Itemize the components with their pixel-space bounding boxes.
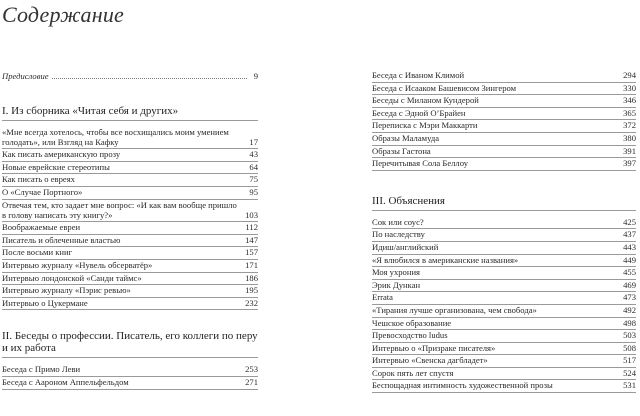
toc-entry-page: 232	[245, 297, 258, 308]
toc-entry[interactable]	[2, 222, 258, 235]
toc-entry-label: Интервью о «Призраке писателя»	[372, 342, 496, 353]
toc-entry-page: 95	[249, 186, 258, 197]
toc-entry-page: 437	[623, 229, 636, 240]
toc-entry-page: 112	[245, 222, 258, 233]
toc-entry-label: Перечитывая Сола Беллоу	[372, 158, 468, 169]
toc-entry[interactable]	[372, 229, 636, 242]
toc-entry-page: 157	[245, 247, 258, 258]
toc-entry[interactable]	[2, 273, 258, 286]
toc-entry-label: Интервью о Цукермане	[2, 297, 88, 308]
toc-entry-label: О «Случае Портного»	[2, 186, 83, 197]
toc-entry-label: Errata	[372, 292, 393, 303]
toc-entry-page: 517	[623, 355, 636, 366]
toc-entry-label: Отвечая тем, кто задает мне вопрос: «И как вам вообще пришло в голову написать эту книгу?»	[2, 199, 237, 220]
toc-entry[interactable]	[372, 217, 636, 230]
toc-entry-page: 443	[623, 241, 636, 252]
toc-entry[interactable]	[372, 108, 636, 121]
toc-entry[interactable]	[372, 267, 636, 280]
toc-entry[interactable]	[372, 368, 636, 381]
toc-entry-page: 372	[623, 120, 636, 131]
toc-entry[interactable]	[372, 343, 636, 356]
toc-entry-label: Предисловие	[2, 71, 49, 81]
toc-entry-label: Писатель и облеченные властью	[2, 234, 121, 245]
toc-entry-preface[interactable]	[2, 71, 258, 83]
toc-entry[interactable]	[372, 70, 636, 83]
toc-entry[interactable]	[372, 158, 636, 171]
toc-entry-page: 503	[623, 330, 636, 341]
toc-right-column	[372, 70, 636, 393]
toc-entry[interactable]	[2, 285, 258, 298]
toc-entry-label: Беседы с Миланом Кундерой	[372, 95, 479, 106]
toc-entry-label: Как писать о евреях	[2, 174, 75, 185]
toc-entry-label: Эрик Дункан	[372, 279, 421, 290]
section-1-list	[2, 127, 258, 311]
toc-entry-label: Как писать американскую прозу	[2, 149, 121, 160]
toc-entry-page: 330	[623, 82, 636, 93]
toc-entry-label: Моя ухрония	[372, 267, 420, 278]
toc-entry-label: Интервью журналу «Пэрис ревью»	[2, 285, 131, 296]
toc-entry-page: 425	[623, 216, 636, 227]
toc-entry[interactable]	[2, 377, 258, 390]
toc-entry[interactable]	[372, 146, 636, 159]
toc-entry-page: 492	[623, 304, 636, 315]
toc-entry-label: Превосходство ludus	[372, 330, 448, 341]
toc-entry[interactable]	[2, 162, 258, 175]
toc-entry[interactable]	[372, 318, 636, 331]
toc-entry-label: Образы Гастона	[372, 145, 431, 156]
toc-entry[interactable]	[2, 127, 258, 150]
toc-entry[interactable]	[372, 255, 636, 268]
toc-entry-page: 147	[245, 234, 258, 245]
toc-entry-page: 524	[623, 367, 636, 378]
toc-entry-page: 380	[623, 132, 636, 143]
section-3-list	[372, 217, 636, 393]
toc-entry-label: Идиш/английский	[372, 241, 439, 252]
toc-entry-label: Интервью «Свенска дагбладет»	[372, 355, 488, 366]
toc-entry[interactable]	[372, 355, 636, 368]
toc-entry-page: 253	[245, 364, 258, 375]
toc-entry-page: 271	[245, 376, 258, 387]
section-heading-2: II. Беседы о профессии. Писатель, его коллеги по перу и их работа	[2, 330, 258, 358]
section-2-continued-list	[372, 70, 636, 171]
toc-entry[interactable]	[372, 280, 636, 293]
toc-entry[interactable]	[2, 364, 258, 377]
toc-entry[interactable]	[2, 149, 258, 162]
toc-entry-label: Беседа с Примо Леви	[2, 364, 81, 375]
toc-entry-label: Беседа с Аароном Аппельфельдом	[2, 376, 129, 387]
toc-entry-label: «Мне всегда хотелось, чтобы все восхищались моим умением голодать», или Взгляд на Кафку	[2, 126, 229, 147]
toc-entry-label: По наследству	[372, 229, 425, 240]
toc-entry-label: Переписка с Мэри Маккарти	[372, 120, 478, 131]
section-2-list	[2, 364, 258, 389]
toc-entry-label: Беседа с Исааком Башевисом Зингером	[372, 82, 517, 93]
toc-entry-page: 186	[245, 272, 258, 283]
toc-entry[interactable]	[372, 242, 636, 255]
toc-entry[interactable]	[372, 133, 636, 146]
toc-entry[interactable]	[2, 200, 258, 223]
dot-leader	[52, 78, 247, 79]
toc-entry-page: 397	[623, 158, 636, 169]
toc-entry-page: 498	[623, 317, 636, 328]
toc-entry-page: 9	[253, 71, 258, 81]
toc-entry-page: 473	[623, 292, 636, 303]
toc-entry-label: Сорок пять лет спустя	[372, 367, 454, 378]
toc-entry[interactable]	[2, 187, 258, 200]
toc-entry[interactable]	[2, 235, 258, 248]
toc-entry-page: 75	[249, 174, 258, 185]
toc-entry[interactable]	[2, 247, 258, 260]
toc-entry-page: 103	[245, 209, 258, 220]
toc-entry-label: После восьми книг	[2, 247, 73, 258]
toc-entry-label: «Я влюбился в американские названия»	[372, 254, 519, 265]
toc-entry-label: Чешское образование	[372, 317, 452, 328]
toc-entry-page: 17	[249, 136, 258, 147]
page-title: Содержание	[2, 2, 125, 27]
toc-entry-label: Образы Маламуда	[372, 132, 440, 143]
toc-entry-label: Новые еврейские стереотипы	[2, 161, 110, 172]
toc-entry-page: 365	[623, 107, 636, 118]
toc-entry-page: 531	[623, 380, 636, 391]
toc-entry-label: Беседа с Иваном Климой	[372, 70, 465, 80]
toc-entry[interactable]	[2, 260, 258, 273]
toc-entry[interactable]	[372, 120, 636, 133]
toc-entry[interactable]	[372, 95, 636, 108]
toc-entry-label: «Тирания лучше организована, чем свобода»	[372, 304, 537, 315]
toc-entry[interactable]	[372, 380, 636, 393]
toc-entry-page: 171	[245, 259, 258, 270]
toc-entry-label: Интервью лондонской «Санди таймс»	[2, 272, 142, 283]
toc-entry-page: 508	[623, 342, 636, 353]
toc-left-column	[2, 71, 258, 390]
toc-entry[interactable]	[372, 292, 636, 305]
toc-entry[interactable]	[372, 330, 636, 343]
toc-entry[interactable]	[372, 83, 636, 96]
toc-entry-page: 64	[249, 161, 258, 172]
section-heading-3: III. Объяснения	[372, 195, 636, 211]
toc-entry-page: 391	[623, 145, 636, 156]
toc-entry-label: Беседа с Эдной О’Брайен	[372, 107, 466, 118]
toc-entry-label: Беспощадная интимность художественной прозы	[372, 380, 553, 391]
toc-entry-page: 43	[249, 149, 258, 160]
toc-entry[interactable]	[2, 174, 258, 187]
toc-entry-label: Сок или соус?	[372, 216, 424, 227]
toc-entry-label: Воображаемые евреи	[2, 222, 81, 233]
toc-entry-page: 346	[623, 95, 636, 106]
toc-entry-page: 294	[623, 70, 636, 80]
toc-entry-label: Интервью журналу «Нувель обсерватёр»	[2, 259, 153, 270]
toc-entry-page: 469	[623, 279, 636, 290]
toc-entry-page: 455	[623, 267, 636, 278]
toc-entry-page: 195	[245, 285, 258, 296]
toc-entry-page: 449	[623, 254, 636, 265]
toc-entry[interactable]	[372, 305, 636, 318]
section-heading-1: I. Из сборника «Читая себя и других»	[2, 105, 258, 121]
toc-entry[interactable]	[2, 298, 258, 311]
